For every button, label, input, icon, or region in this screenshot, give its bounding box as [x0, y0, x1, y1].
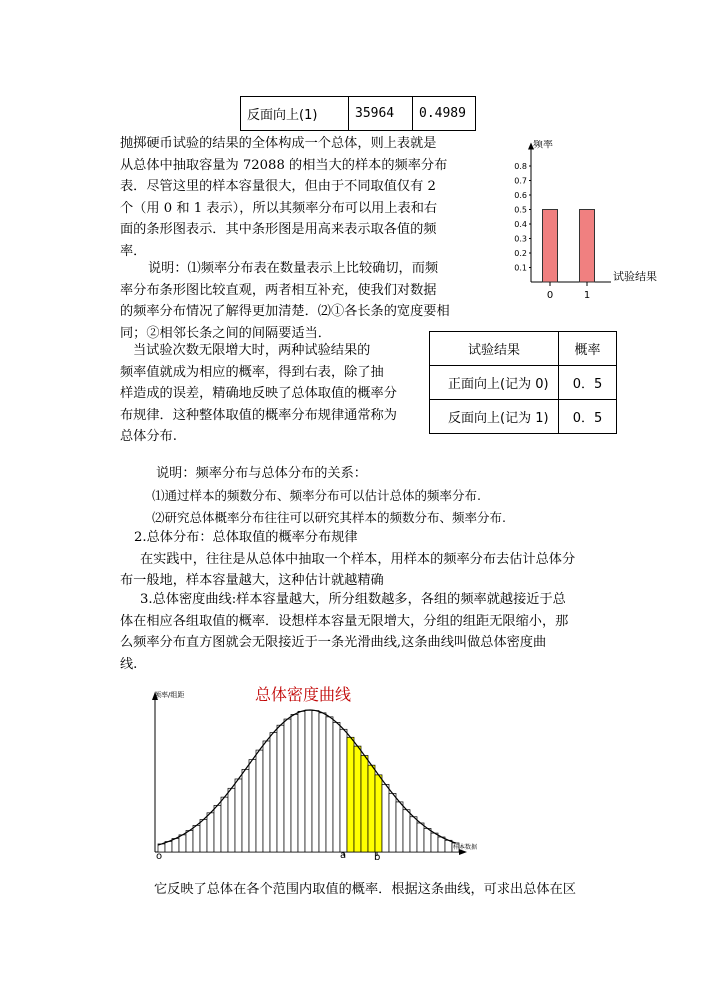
density-histogram-bar: [165, 841, 172, 852]
prob-table-row-label: 正面向上(记为 0): [430, 366, 559, 400]
density-histogram-bar: [270, 733, 277, 852]
density-histogram-bar: [235, 779, 242, 852]
density-histogram-bar: [340, 729, 347, 852]
bar-chart-bar: [543, 210, 558, 283]
density-histogram-bar: [424, 828, 431, 852]
density-b-label: b: [374, 852, 381, 863]
density-histogram-bar: [221, 797, 228, 852]
note-line: 同；②相邻长条之间的间隔要适当．: [120, 325, 331, 341]
paragraph-2: [120, 340, 397, 448]
top-table-count: 35964: [349, 97, 413, 131]
bar-chart-bar: [580, 210, 595, 283]
density-histogram-bar: [438, 837, 445, 852]
probability-table: [429, 331, 617, 434]
prob-table-header-result: 试验结果: [430, 332, 559, 366]
density-origin-label: o: [156, 851, 163, 862]
density-histogram-bar: [207, 813, 214, 852]
note-line: 的频率分布情况了解得更加清楚．⑵①各长条的宽度要相: [120, 304, 450, 319]
note-2-item: ⑴通过样本的频数分布、频率分布可以估计总体的频率分布.: [152, 488, 481, 503]
density-histogram-bar: [256, 750, 263, 852]
density-histogram-bar: [242, 769, 249, 852]
density-histogram-bar: [291, 714, 298, 852]
note-line: 说明：⑴频率分布表在数量表示上比较确切，而频: [148, 261, 439, 276]
density-histogram-bar: [403, 810, 410, 852]
paragraph-line: 个（用 0 和 1 表示），所以其频率分布可以用上表和右: [120, 200, 438, 216]
bar-chart-tick-label: 0.7: [514, 176, 527, 186]
paragraph-line: 总体分布.: [120, 429, 177, 444]
top-table-freq: 0.4989: [413, 97, 476, 131]
density-histogram-bar: [284, 719, 291, 852]
section-2-line: 在实践中，往往是从总体中抽取一个样本，用样本的频率分布去估计总体分: [140, 551, 576, 567]
density-histogram-bar: [277, 725, 284, 852]
density-histogram-bar: [375, 775, 382, 852]
density-histogram-bar: [333, 722, 340, 852]
section-3: [120, 589, 568, 675]
section-3-line: 线.: [120, 656, 138, 672]
section-2-line: 布一般地，样本容量越大，这种估计就越精确: [120, 573, 384, 588]
density-histogram-bar: [305, 710, 312, 852]
density-histogram-bar: [417, 823, 424, 852]
note-1: [120, 258, 450, 344]
paragraph-line: 布规律．这种整体取值的概率分布规律通常称为: [120, 407, 397, 423]
density-histogram-bar: [186, 831, 193, 852]
note-line: 率分布条形图比较直观，两者相互补充，使我们对数据: [120, 282, 437, 298]
density-histogram-bar: [179, 835, 186, 852]
paragraph-line: 率．: [120, 243, 147, 259]
bar-chart-tick-label: 0.3: [514, 234, 527, 244]
prob-table-header-prob: 概率: [559, 332, 617, 366]
bar-chart-category-label: 0: [546, 290, 554, 301]
density-histogram-bar: [410, 817, 417, 852]
density-histogram-bar: [172, 838, 179, 852]
density-histogram-bar: [431, 833, 438, 852]
paragraph-line: 表．尽管这里的样本容量很大，但由于不同取值仅有 2: [120, 179, 436, 194]
density-histogram-bar: [382, 784, 389, 852]
density-a-label: a: [340, 850, 347, 861]
bar-chart-category-label: 1: [583, 290, 591, 301]
note-2: [152, 463, 506, 529]
density-histogram-bar: [354, 746, 361, 852]
density-histogram-bar: [312, 711, 319, 852]
density-chart-title: 总体密度曲线: [255, 685, 352, 704]
paragraph-line: 从总体中抽取容量为 72088 的相当大的样本的频率分布: [120, 157, 448, 173]
prob-table-row-value: 0．5: [559, 400, 617, 434]
bar-chart-tick-label: 0.1: [514, 263, 527, 273]
density-histogram-bar: [193, 825, 200, 852]
bar-chart-tick-label: 0.4: [514, 220, 527, 229]
density-histogram-bar: [249, 760, 256, 852]
paragraph-line: 样造成的误差，精确地反映了总体取值的概率分: [120, 386, 397, 401]
bar-chart-tick-label: 0.5: [514, 205, 527, 215]
density-histogram-bar: [228, 788, 235, 852]
density-y-label: 频率/组距: [154, 691, 185, 699]
section-3-line: 么频率分布直方图就会无限接近于一条光滑曲线,这条曲线叫做总体密度曲: [120, 635, 547, 650]
last-line: 它反映了总体在各个范围内取值的概率．根据这条曲线，可求出总体在区: [154, 882, 576, 897]
top-frequency-table: [240, 96, 476, 131]
note-2-item: ⑵研究总体概率分布往往可以研究其样本的频数分布、频率分布.: [152, 510, 506, 525]
density-histogram-bar: [445, 840, 452, 852]
density-histogram-bar: [214, 805, 221, 852]
paragraph-1: [120, 133, 447, 262]
density-x-label: 样本数据: [453, 844, 478, 851]
density-histogram-bar: [347, 737, 354, 852]
bar-chart-x-label: 试验结果: [613, 270, 657, 283]
density-histogram-bar: [361, 756, 368, 852]
bar-chart-tick-label: 0.2: [514, 249, 527, 258]
paragraph-line: 当试验次数无限增大时，两种试验结果的: [133, 343, 371, 358]
top-table-label: 反面向上(1): [241, 97, 349, 131]
frequency-bar-chart: [500, 140, 670, 310]
section-3-line: 3.总体密度曲线:样本容量越大，所分组数越多，各组的频率就越接近于总: [140, 592, 566, 607]
density-histogram-bar: [200, 820, 207, 852]
prob-table-row-label: 反面向上(记为 1): [430, 400, 559, 434]
paragraph-line: 面的条形图表示．其中条形图是用高来表示取各值的频: [120, 222, 437, 237]
bar-chart-y-label: 频率: [533, 140, 553, 151]
density-histogram-bar: [396, 802, 403, 852]
density-histogram-bar: [298, 711, 305, 852]
bar-chart-tick-label: 0.6: [514, 191, 527, 200]
paragraph-line: 抛掷硬币试验的结果的全体构成一个总体，则上表就是: [120, 136, 437, 151]
density-histogram-bar: [389, 793, 396, 852]
density-histogram-bar: [263, 741, 270, 852]
density-histogram-bar: [368, 765, 375, 852]
section-2: [120, 527, 575, 592]
section-2-heading: 2.总体分布：总体取值的概率分布规律: [134, 530, 358, 545]
paragraph-line: 频率值就成为相应的概率，得到右表，除了抽: [120, 364, 384, 380]
section-3-line: 体在相应各组取值的概率．设想样本容量无限增大，分组的组距无限缩小，那: [120, 613, 569, 629]
density-curve-chart: [140, 680, 480, 870]
density-histogram-bar: [326, 717, 333, 852]
density-histogram-bar: [319, 713, 326, 852]
bar-chart-tick-label: 0.8: [514, 162, 527, 171]
note-2-title: 说明：频率分布与总体分布的关系：: [156, 466, 367, 481]
prob-table-row-value: 0．5: [559, 366, 617, 400]
